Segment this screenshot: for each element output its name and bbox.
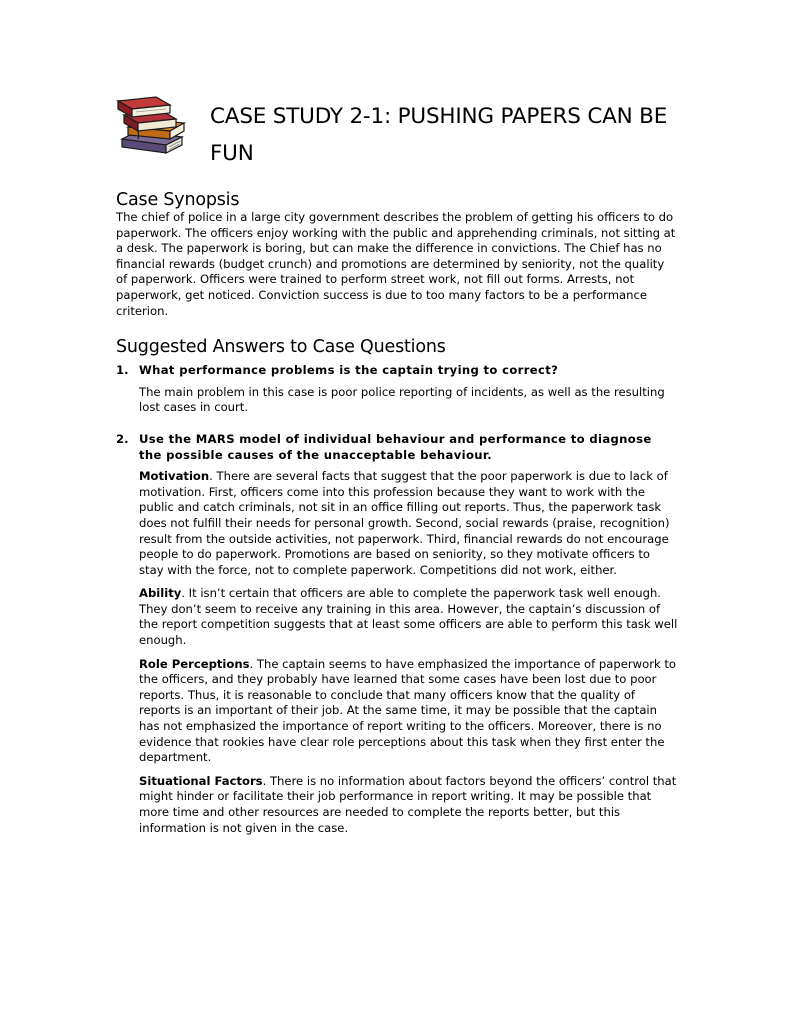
paragraph-lead: Ability <box>139 586 182 601</box>
answer-paragraph-ability <box>139 586 678 648</box>
question-number: 1. <box>116 363 129 378</box>
paragraph-lead: Role Perceptions <box>139 656 250 671</box>
answer-block <box>139 469 678 836</box>
answer-text: The main problem in this case is poor police reporting of incidents, as well as the resulting lost cases in court. <box>139 384 665 415</box>
answer-text: . There are several facts that suggest that the poor paperwork is due to lack of motivation. First, officers come into this profession because they want to work with the public and catch criminals, not sit in an office filling out reports. Thus, the paperwork task does not fulfill their needs for personal growth. Second, social rewards (praise, recognition) result from the outside activities, not paperwork. Third, financial rewards do not encourage people to do paperwork. Promotions are based on seniority, so they motivate officers to stay with the force, not to complete paperwork. Competitions did not work, either. <box>139 469 670 577</box>
synopsis-text: The chief of police in a large city government describes the problem of getting his officers to do paperwork. The officers enjoy working with the public and apprehending criminals, not sitting at a desk. The paperwork is boring, but can make the difference in convictions. The Chief has no financial rewards (budget crunch) and promotions are determined by seniority, not the quality of paperwork. Officers were trained to perform street work, not fill out forms. Arrests, not paperwork, get noticed. Conviction success is due to too many factors to be a performance criterion. <box>116 210 676 318</box>
answer-paragraph <box>139 385 678 416</box>
document-body <box>116 188 678 836</box>
answer-text: . The captain seems to have emphasized the importance of paperwork to the officers, and they probably have learned that some cases have been lost due to poor reports. Thus, it is reasonable to conclude that many officers know that the quality of reports is an important of their job. At the same time, it may be possible that the captain has not emphasized the importance of report writing to the officers. Moreover, there is no evidence that rookies have clear role perceptions about this task when they first enter the department. <box>139 656 677 765</box>
question-text: Use the MARS model of individual behaviour and performance to diagnose the possible causes of the unacceptable behaviour. <box>139 431 652 462</box>
question-number: 2. <box>116 431 129 446</box>
answer-paragraph-role-perceptions <box>139 657 678 766</box>
answer-paragraph-situational-factors <box>139 774 678 836</box>
synopsis-heading: Case Synopsis <box>116 190 240 210</box>
answers-heading: Suggested Answers to Case Questions <box>116 337 446 358</box>
answer-block <box>139 385 678 416</box>
paragraph-lead: Situational Factors <box>139 773 263 788</box>
question-item <box>116 432 678 836</box>
questions-list <box>116 363 678 836</box>
paragraph-lead: Motivation <box>139 469 210 484</box>
question-item <box>116 363 678 416</box>
answer-paragraph-motivation <box>139 469 678 578</box>
answer-text: . It isn’t certain that officers are able to complete the paperwork task well enough. They don’t seem to receive any training in this area. However, the captain’s discussion of the report competition suggests that at least some officers are able to perform this task well enough. <box>139 586 678 648</box>
question-text: What performance problems is the captain trying to correct? <box>139 363 559 378</box>
page-title: CASE STUDY 2-1: PUSHING PAPERS CAN BE FUN <box>210 104 668 166</box>
answer-text: . There is no information about factors beyond the officers’ control that might hinder or facilitate their job performance in report writing. It may be possible that more time and other resources are needed to complete the reports better, but this information is not given in the case. <box>139 773 677 835</box>
stack-of-books-icon <box>116 93 188 157</box>
